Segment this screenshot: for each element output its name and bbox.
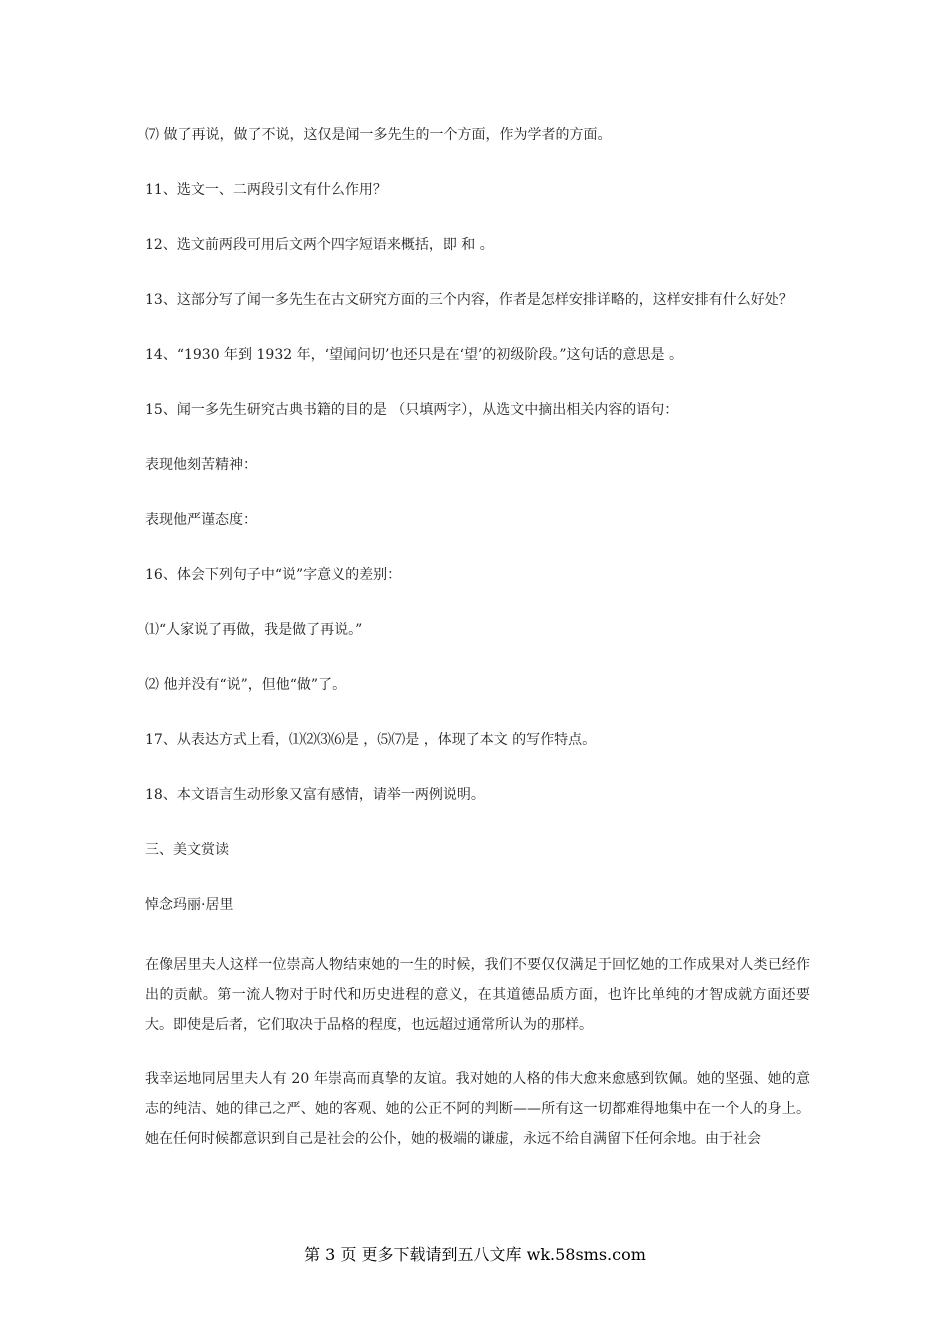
question-18: 18、本文语言生动形象又富有感情，请举一两例说明。 [145,787,485,803]
page-footer: 第 3 页 更多下载请到五八文库 wk.58sms.com [304,1245,646,1264]
article-title: 悼念玛丽·居里 [145,897,234,913]
article-paragraph-2: 我幸运地同居里夫人有 20 年崇高而真挚的友谊。我对她的人格的伟大愈来愈感到钦佩。她的坚强、她的意志的纯洁、她的律己之严、她的客观、她的公正不阿的判断——所有这一切都难得地集中在一个人的身上。她在任何时候都意识到自己是社会的公仆，她的极端的谦虚，永远不给自满留下任何余地。由于社会 [145,1071,810,1147]
question-15-attitude: 表现他严谨态度： [145,512,257,528]
question-11: 11、选文一、二两段引文有什么作用？ [145,182,387,198]
question-14: 14、“1930 年到 1932 年，‘望闻问切’也还只是在‘望’的初级阶段。”这句话的意思是 。 [145,347,683,363]
document-body [145,125,810,1178]
article-paragraph-1: 在像居里夫人这样一位崇高人物结束她的一生的时候，我们不要仅仅满足于回忆她的工作成果对人类已经作出的贡献。第一流人物对于时代和历史进程的意义，在其道德品质方面，也许比单纯的才智成就方面还要大。即使是后者，它们取决于品格的程度，也远超过通常所认为的那样。 [145,957,810,1033]
question-16: 16、体会下列句子中“说”字意义的差别： [145,567,402,583]
question-17: 17、从表达方式上看，⑴⑵⑶⑹是 ，⑸⑺是 ，体现了本文 的写作特点。 [145,732,597,748]
question-16-sentence-1: ⑴“人家说了再做，我是做了再说。” [145,622,363,638]
question-12: 12、选文前两段可用后文两个四字短语来概括，即 和 。 [145,237,494,253]
question-15-spirit: 表现他刻苦精神： [145,457,257,473]
question-15: 15、闻一多先生研究古典书籍的目的是 （只填两字），从选文中摘出相关内容的语句： [145,402,679,418]
section-heading: 三、美文赏读 [145,842,229,858]
question-16-sentence-2: ⑵ 他并没有“说”，但他“做”了。 [145,677,347,693]
question-7-text: ⑺ 做了再说，做了不说，这仅是闻一多先生的一个方面，作为学者的方面。 [145,127,612,143]
question-13: 13、这部分写了闻一多先生在古文研究方面的三个内容，作者是怎样安排详略的，这样安排有什么好处？ [145,292,793,308]
